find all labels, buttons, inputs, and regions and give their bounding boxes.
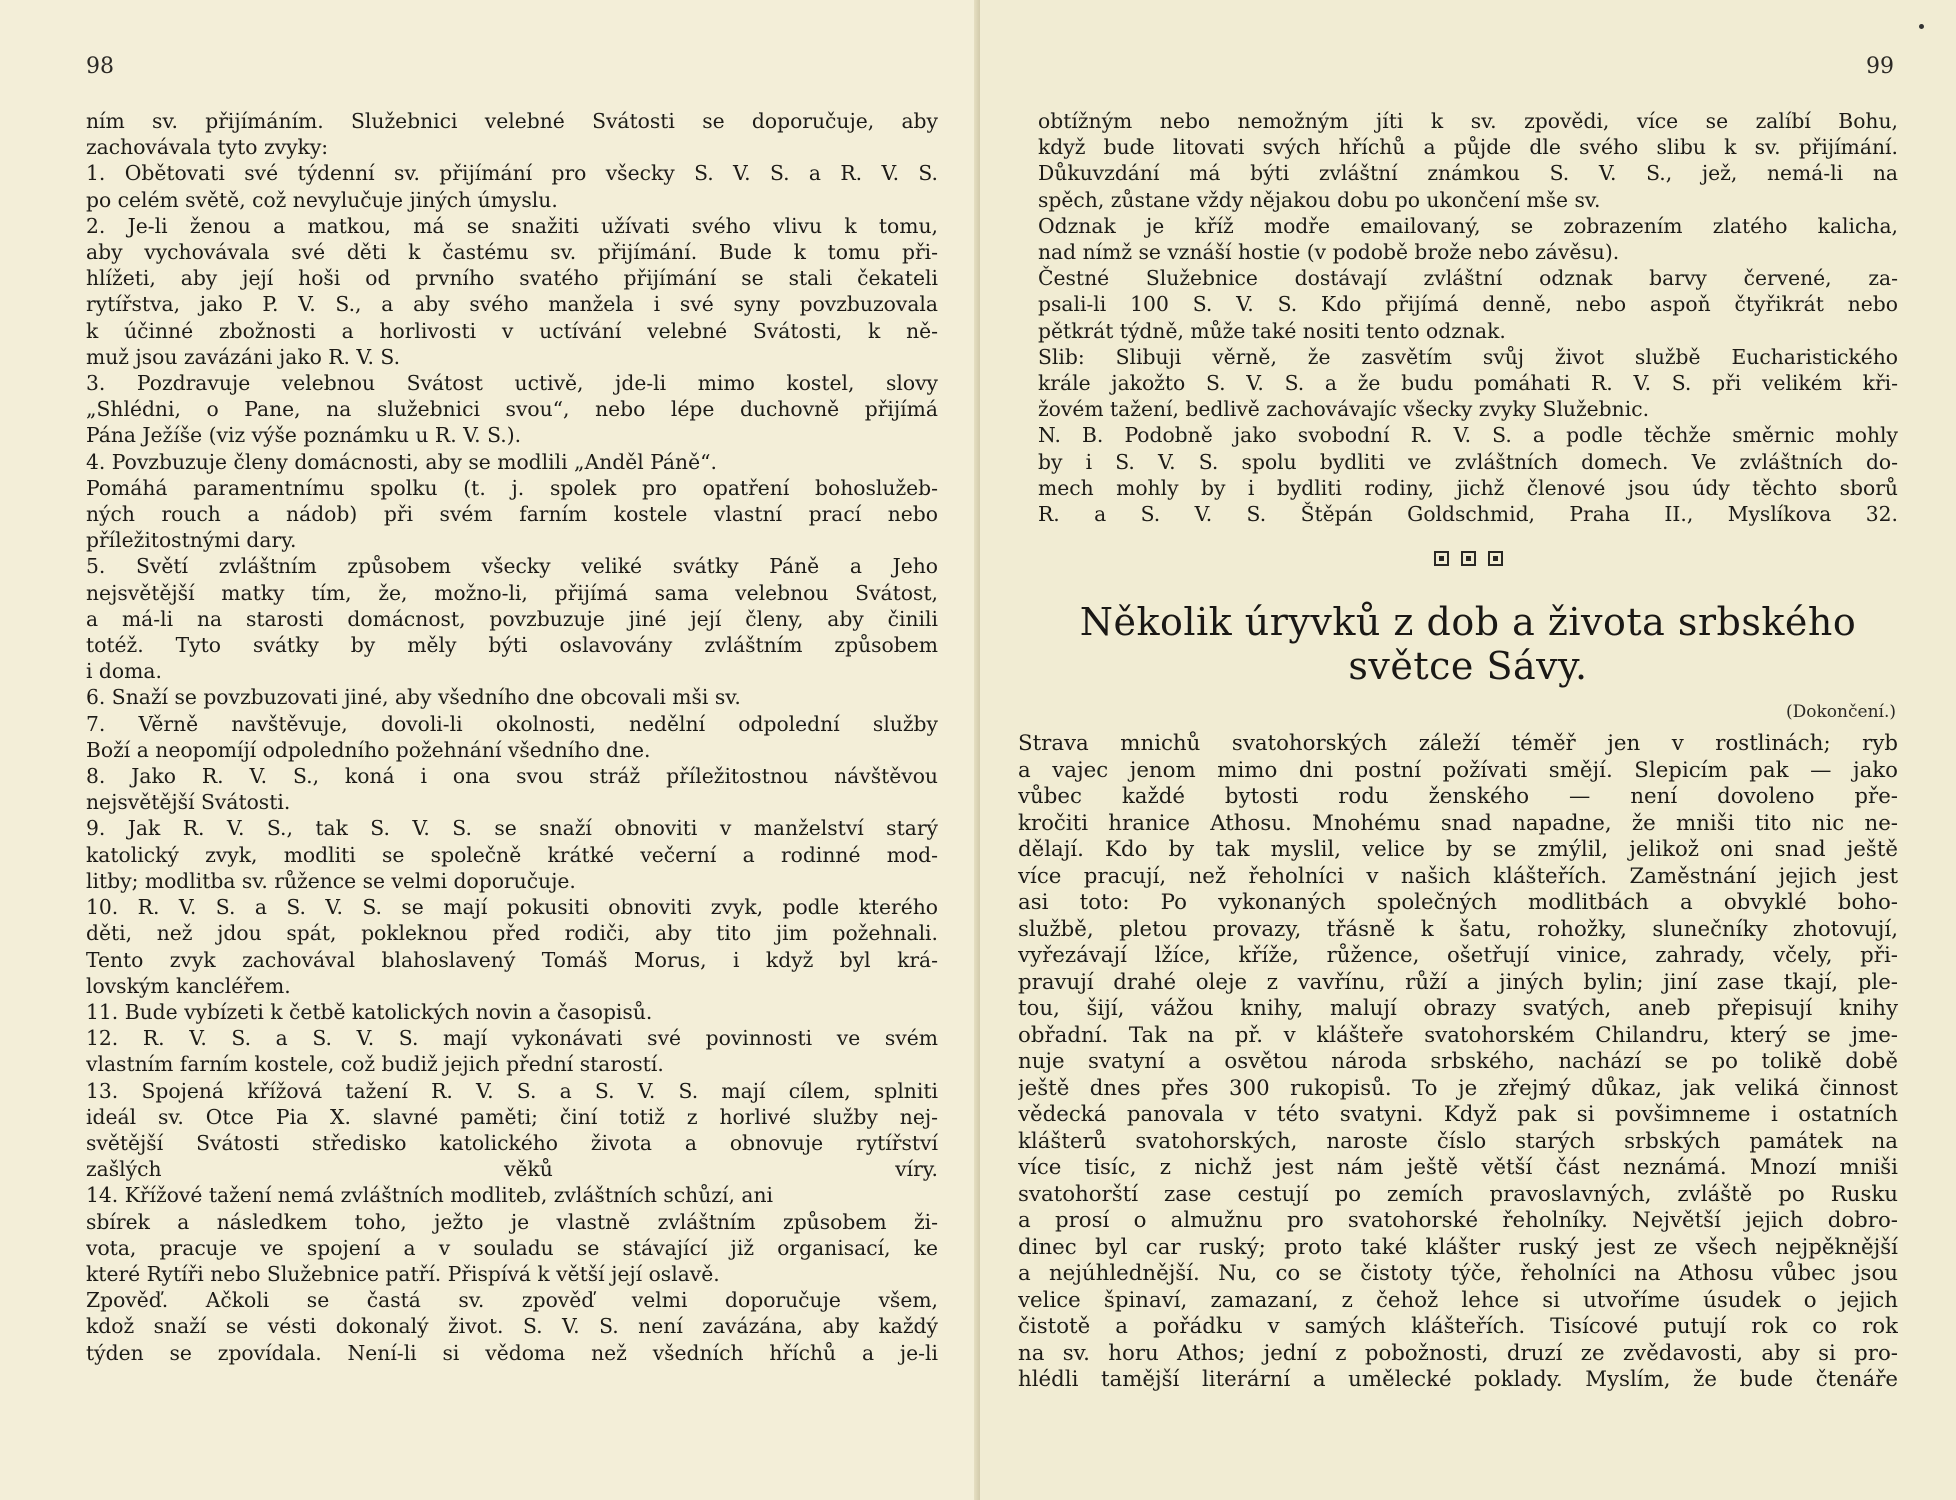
text-line: rytířstva, jako P. V. S., a aby svého manžela i své syny povzbuzovala xyxy=(86,292,938,317)
text-line: R. a S. V. S. Štěpán Goldschmid, Praha II., Myslíkova 32. xyxy=(1038,502,1898,527)
text-line: dinec byl car ruský; proto také klášter ruský jest ze všech nejpěknější xyxy=(1018,1234,1898,1260)
text-line: čistotě a pořádku v samých klášteřích. Tisícové putují rok co rok xyxy=(1018,1314,1898,1339)
text-line: k účinné zbožnosti a horlivosti v uctívání velebné Svátosti, k ně- xyxy=(86,318,938,343)
text-line: aby vychovávala své děti k častému sv. přijímání. Bude k tomu při- xyxy=(86,240,938,265)
square-ornament-icon xyxy=(1461,551,1476,566)
text-line: 12. R. V. S. a S. V. S. mají vykonávati své povinnosti ve svém xyxy=(86,1026,938,1051)
text-line: a vajec jenom mimo dni postní požívati smějí. Slepicím pak — jako xyxy=(1018,757,1898,783)
text-line: Odznak je kříž modře emailovaný, se zobrazením zlatého kalicha, xyxy=(1038,213,1898,238)
text-line: katolický zvyk, modliti se společně krátké večerní a rodinné mod- xyxy=(86,842,938,867)
text-line: a prosí o almužnu pro svatohorské řeholníky. Největší jejich dobro- xyxy=(1018,1208,1898,1233)
text-line: hlédli tamější literární a umělecké poklady. Myslím, že bude čtenáře xyxy=(1018,1367,1898,1392)
text-line: nejsvětější Svátosti. xyxy=(86,790,291,815)
section-divider-ornament xyxy=(980,551,1956,570)
text-line: Důkuvzdání má býti zvláštní známkou S. V. S., jež, nemá-li na xyxy=(1038,161,1898,186)
text-line: děti, než jdou spát, pokleknou před rodiči, aby tito jim požehnali. xyxy=(86,921,938,946)
text-line: Zpověď. Ačkoli se častá sv. zpověď velmi doporučuje všem, xyxy=(86,1288,938,1313)
text-line: klášterů svatohorských, naroste číslo starých srbských památek na xyxy=(1018,1128,1898,1154)
text-line: Čestné Služebnice dostávají zvláštní odznak barvy červené, za- xyxy=(1038,266,1898,291)
text-line: 4. Povzbuzuje členy domácnosti, aby se modlili „Anděl Páně“. xyxy=(86,449,717,474)
article-title-line-2: světce Sávy. xyxy=(1348,644,1588,688)
text-line: zašlých věků víry. xyxy=(86,1157,938,1182)
text-line: 3. Pozdravuje velebnou Svátost uctivě, jde-li mimo kostel, slovy xyxy=(86,371,938,396)
text-line: 8. Jako R. V. S., koná i ona svou stráž příležitostnou návštěvou xyxy=(86,764,938,789)
text-line: pětkrát týdně, může také nositi tento odznak. xyxy=(1038,318,1506,343)
square-ornament-icon xyxy=(1434,551,1449,566)
text-line: vědecká panovala v této svatyni. Když pak si povšimneme i ostatních xyxy=(1018,1102,1898,1127)
text-line: i doma. xyxy=(86,659,162,684)
text-line: pravují drahé oleje z vavřínu, růží a jiných bylin; jiní zase tkají, ple- xyxy=(1018,969,1898,995)
text-line: hlížeti, aby její hoši od prvního svatého přijímání se stali čekateli xyxy=(86,266,938,291)
text-line: na sv. horu Athos; jední z pobožnosti, druzí ze zvědavosti, aby si pro- xyxy=(1018,1340,1898,1366)
text-line: ideál sv. Otce Pia X. slavné paměti; činí totiž z horlivé služby nej- xyxy=(86,1104,938,1129)
text-line: zachovávala tyto zvyky: xyxy=(86,135,329,160)
text-line: Slib: Slibuji věrně, že zasvětím svůj život službě Eucharistického xyxy=(1038,344,1898,369)
text-line: spěch, zůstane vždy nějakou dobu po ukončení mše sv. xyxy=(1038,187,1601,212)
text-line: 13. Spojená křížová tažení R. V. S. a S. V. S. mají cílem, splniti xyxy=(86,1078,938,1103)
text-line: vlastním farním kostele, což budiž jejich přední starostí. xyxy=(86,1052,664,1077)
text-line: příležitostnými dary. xyxy=(86,528,297,553)
ink-speck xyxy=(1919,24,1924,29)
text-line: Strava mnichů svatohorských záleží téměř jen v rostlinách; ryb xyxy=(1018,731,1898,756)
article-body-text xyxy=(1018,731,1898,1394)
text-line: vůbec každé bytosti rodu ženského — není dovoleno pře- xyxy=(1018,784,1898,809)
text-line: svatohorští zase cestují po zemích pravoslavných, zvláště po Rusku xyxy=(1018,1181,1898,1207)
text-line: 11. Bude vybízeti k četbě katolických novin a časopisů. xyxy=(86,999,653,1024)
right-page-top-text xyxy=(1038,108,1898,527)
text-line: 10. R. V. S. a S. V. S. se mají pokusiti obnoviti zvyk, podle kterého xyxy=(86,895,938,920)
text-line: kdož snaží se vésti dokonalý život. S. V. S. není zavázána, aby každý xyxy=(86,1314,938,1339)
text-line: týden se zpovídala. Není-li si vědoma než všedních hříchů a je-li xyxy=(86,1340,938,1365)
text-line: 7. Věrně navštěvuje, dovoli-li okolnosti, nedělní odpolední služby xyxy=(86,711,938,736)
text-line: 5. Světí zvláštním způsobem všecky veliké svátky Páně a Jeho xyxy=(86,554,938,579)
text-line: litby; modlitba sv. růžence se velmi doporučuje. xyxy=(86,868,576,893)
text-line: velice špinaví, zamazaní, z čehož lehce si utvoříme úsudek o jejich xyxy=(1018,1287,1898,1313)
text-line: 14. Křížové tažení nemá zvláštních modliteb, zvláštních schůzí, ani xyxy=(86,1183,774,1208)
text-line: totéž. Tyto svátky by měly býti oslavovány zvláštním způsobem xyxy=(86,633,938,658)
text-line: muž jsou zavázáni jako R. V. S. xyxy=(86,344,401,369)
article-title-line-1: Několik úryvků z dob a života srbského xyxy=(1079,600,1857,644)
text-line: N. B. Podobně jako svobodní R. V. S. a podle těchže směrnic mohly xyxy=(1038,423,1898,448)
text-line: by i S. V. S. spolu bydliti ve zvláštních domech. Ve zvláštních do- xyxy=(1038,449,1898,474)
text-line: nejsvětější matky tím, že, možno-li, přijímá sama velebnou Svátost, xyxy=(86,580,938,605)
square-ornament-icon xyxy=(1488,551,1503,566)
text-line: vyřezávají lžíce, kříže, růžence, ošetřují vinice, zahrady, včely, při- xyxy=(1018,943,1898,968)
page-number-right: 99 xyxy=(1866,54,1894,79)
text-line: psali-li 100 S. V. S. Kdo přijímá denně, nebo aspoň čtyřikrát nebo xyxy=(1038,292,1898,317)
text-line: 1. Obětovati své týdenní sv. přijímání pro všecky S. V. S. a R. V. S. xyxy=(86,161,938,186)
text-line: ných rouch a nádob) při svém farním kostele vlastní prací nebo xyxy=(86,502,938,527)
text-line: Pána Ježíše (viz výše poznámku u R. V. S.). xyxy=(86,423,522,448)
text-line: žovém tažení, bedlivě zachovávajíc všecky zvyky Služebnic. xyxy=(1038,397,1650,422)
text-line: a má-li na starosti domácnost, povzbuzuje jiné její členy, aby činili xyxy=(86,606,938,631)
text-line: tou, šijí, vážou knihy, malují obrazy svatých, aneb přepisují knihy xyxy=(1018,996,1898,1021)
text-line: které Rytíři nebo Služebnice patří. Přispívá k větší její oslavě. xyxy=(86,1261,720,1286)
right-page xyxy=(980,0,1956,1500)
text-line: 2. Je-li ženou a matkou, má se snažiti užívati svého vlivu k tomu, xyxy=(86,213,938,238)
text-line: krále jakožto S. V. S. a že budu pomáhati R. V. S. při velikém kři- xyxy=(1038,371,1898,396)
text-line: mech mohly by i bydliti rodiny, jichž členové jsou údy těchto sborů xyxy=(1038,475,1898,500)
text-line: službě, pletou provazy, třásně k šatu, rohožky, slunečníky zhotovují, xyxy=(1018,916,1898,942)
text-line: Pomáhá paramentnímu spolku (t. j. spolek pro opatření bohoslužeb- xyxy=(86,475,938,500)
text-line: po celém světě, což nevylučuje jiných úmyslu. xyxy=(86,187,558,212)
text-line: dělají. Kdo by tak myslil, velice by se zmýlil, jelikož oni snad ještě xyxy=(1018,837,1898,862)
text-line: vota, pracuje ve spojení a v souladu se stávající již organisací, ke xyxy=(86,1235,938,1260)
text-line: lovským kancléřem. xyxy=(86,973,291,998)
text-line: Boží a neopomíjí odpoledního požehnání všedního dne. xyxy=(86,737,651,762)
text-line: „Shlédni, o Pane, na služebnici svou“, nebo lépe duchovně přijímá xyxy=(86,397,938,422)
text-line: 9. Jak R. V. S., tak S. V. S. se snaží obnoviti v manželství starý xyxy=(86,816,938,841)
text-line: kročiti hranice Athosu. Mnohému snad napadne, že mniši tito nic ne- xyxy=(1018,810,1898,836)
text-line: nuje svatyní a osvětou národa srbského, nachází se po tolikě době xyxy=(1018,1049,1898,1074)
text-line: Tento zvyk zachovával blahoslavený Tomáš Morus, i když byl krá- xyxy=(86,947,938,972)
text-line: když bude litovati svých hříchů a půjde dle svého slibu k sv. přijímání. xyxy=(1038,135,1898,160)
text-line: asi toto: Po vykonaných společných modlitbách a obvyklé boho- xyxy=(1018,890,1898,915)
text-line: ještě dnes přes 300 rukopisů. To je zřejmý důkaz, jak veliká činnost xyxy=(1018,1075,1898,1101)
continued-note: (Dokončení.) xyxy=(1786,702,1896,722)
text-line: obřadní. Tak na př. v klášteře svatohorském Chilandru, který se jme- xyxy=(1018,1022,1898,1048)
text-line: více tisíc, z nichž jest nám ještě větší část neznámá. Mnozí mniši xyxy=(1018,1155,1898,1180)
text-line: více pracují, než řeholníci v našich klášteřích. Zaměstnání jejich jest xyxy=(1018,863,1898,889)
left-page-text xyxy=(86,108,938,1366)
text-line: a nejúhlednější. Nu, co se čistoty týče, řeholníci na Athosu vůbec jsou xyxy=(1018,1261,1898,1286)
text-line: sbírek a následkem toho, ježto je vlastně zvláštním způsobem ži- xyxy=(86,1209,938,1234)
text-line: nad nímž se vznáší hostie (v podobě brože nebo závěsu). xyxy=(1038,240,1620,265)
text-line: obtížným nebo nemožným jíti k sv. zpovědi, více se zalíbí Bohu, xyxy=(1038,109,1898,133)
text-line: světější Svátosti středisko katolického života a obnovuje rytířství xyxy=(86,1130,938,1155)
text-line: ním sv. přijímáním. Služebnici velebné Svátosti se doporučuje, aby xyxy=(86,109,938,133)
page-number-left: 98 xyxy=(86,54,114,79)
text-line: 6. Snaží se povzbuzovati jiné, aby všedního dne obcovali mši sv. xyxy=(86,685,741,710)
article-title xyxy=(980,600,1956,688)
